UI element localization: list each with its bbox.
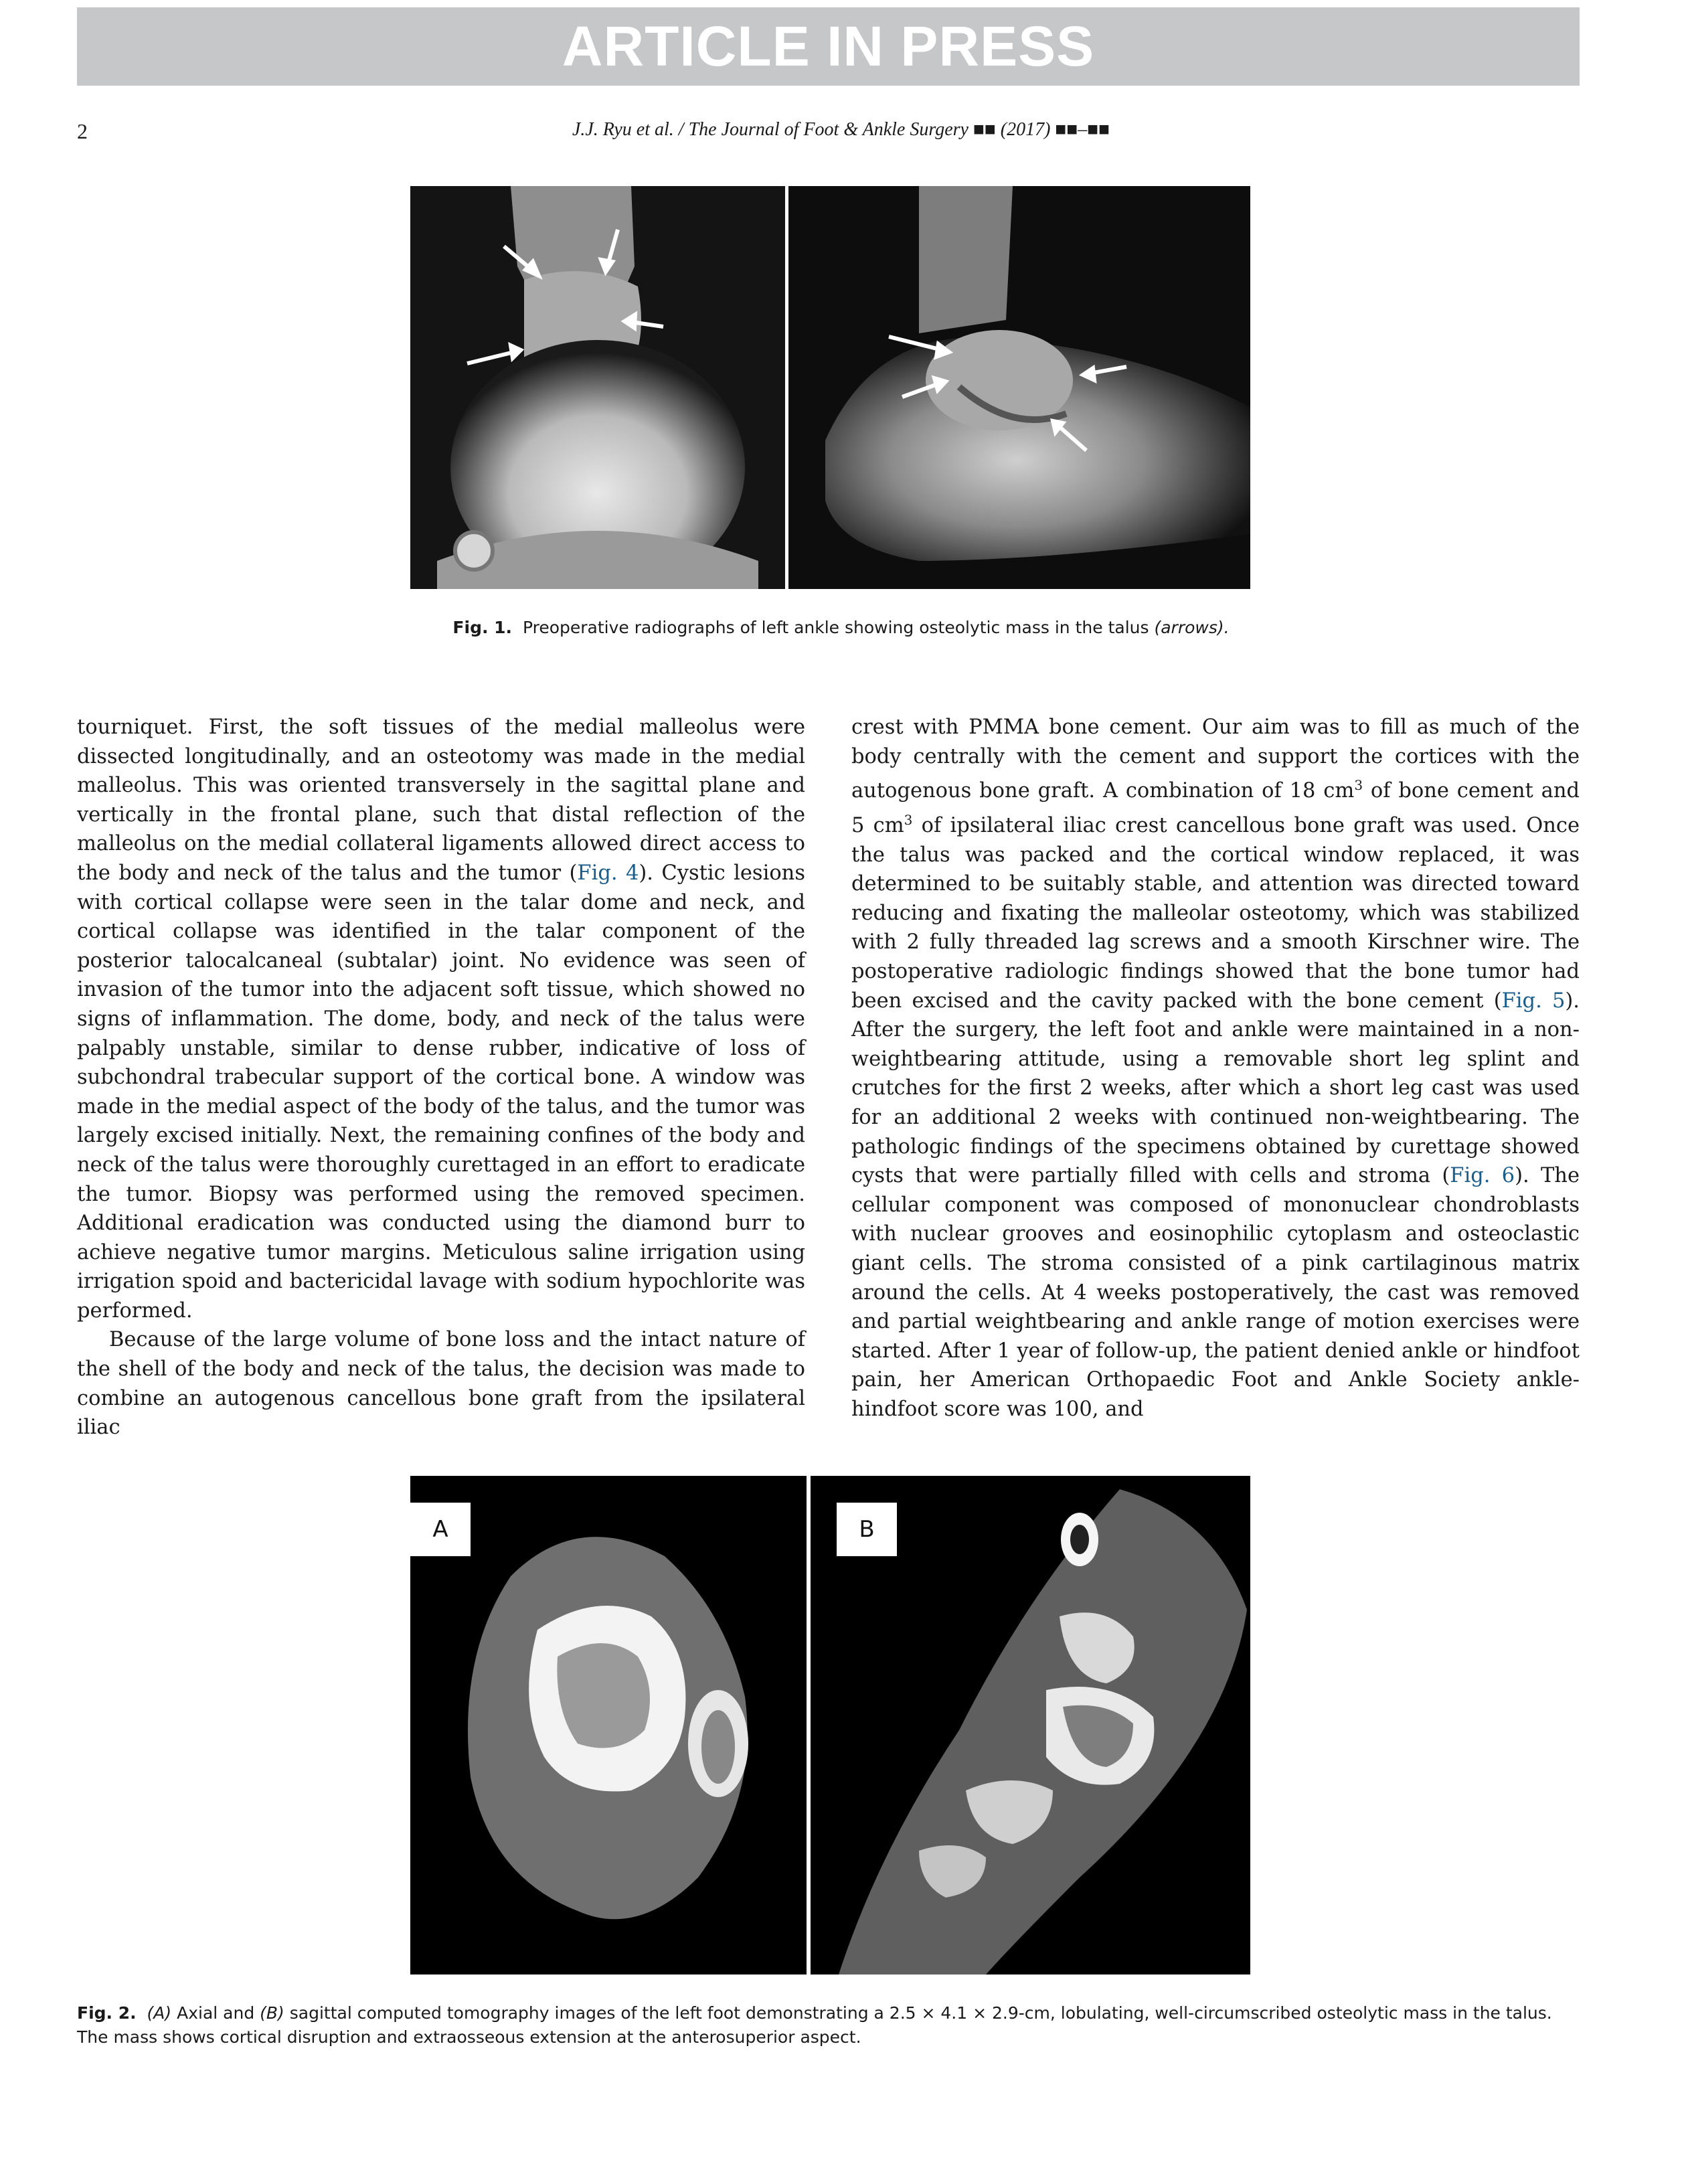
ct-panels <box>410 1476 1250 1975</box>
panel-a-label: A <box>410 1503 471 1556</box>
figure-1-caption-italic: (arrows). <box>1154 618 1230 637</box>
caption-italic: (A) <box>147 2003 172 2023</box>
caption-text: Axial and <box>171 2003 260 2023</box>
text-segment: of bone cement and 5 cm <box>851 779 1580 838</box>
text-segment: ). After the surgery, the left foot and ankle were maintained in a non-weightbearing attitude, using a removable short leg splint and crutches for the first 2 weeks, after which a short leg cast was used for an additional 2 weeks with continued non-weightbearing. The pathologic findings of the specimens obtained by curettage showed cysts that were partially filled with cells and stroma ( <box>851 989 1580 1188</box>
fig-5-link[interactable]: Fig. 5 <box>1501 989 1566 1013</box>
text-segment: ). Cystic lesions with cortical collapse were seen in the talar dome and neck, and cortical collapse was identified in the talar component of the posterior talocalcaneal (subtalar) joint. No evidence was seen of invasion of the tumor into the adjacent soft tissue, which showed no signs of inflammation. The dome, body, and neck of the talus were palpably unstable, similar to dense rubber, indicative of loss of subchondral trabecular support of the cortical bone. A window was made in the medial aspect of the body of the talus, and the tumor was largely excised initially. Next, the remaining confines of the body and neck of the talus were thoroughly curettaged in an effort to eradicate the tumor. Biopsy was performed using the removed specimen. Additional eradication was conducted using the diamond burr to achieve negative tumor margins. Meticulous saline irrigation using irrigation spoid and bactericidal lavage with sodium hypochlorite was performed. <box>77 861 805 1323</box>
right-paragraph-1 <box>851 713 1580 1424</box>
running-head: J.J. Ryu et al. / The Journal of Foot & Ankle Surgery ■■ (2017) ■■–■■ <box>572 119 1110 140</box>
left-paragraph-1 <box>77 713 805 1325</box>
figure-1-image <box>410 186 1250 589</box>
caption-text: sagittal computed tomography images of the left foot demonstrating a 2.5 × 4.1 × 2.9-cm, lobulating, well-circumscribed osteolytic mass in the talus. The mass shows cortical disruption and extraosseous extension at the anterosuperior aspect. <box>77 2003 1552 2047</box>
banner-text: ARTICLE IN PRESS <box>562 15 1095 78</box>
figure-2-image <box>410 1476 1250 1975</box>
figure-2-label: Fig. 2. <box>77 2003 137 2023</box>
caption-italic: (B) <box>260 2003 284 2023</box>
superscript: 3 <box>904 811 913 828</box>
figure-1-caption <box>0 616 1682 640</box>
left-column <box>77 713 805 1442</box>
figure-1-caption-text: Preoperative radiographs of left ankle showing osteolytic mass in the talus <box>522 618 1149 637</box>
fig-4-link[interactable]: Fig. 4 <box>577 861 639 885</box>
panel-b-label: B <box>837 1503 897 1556</box>
figure-2-caption <box>77 2001 1580 2049</box>
radiograph-panels <box>410 186 1250 589</box>
superscript: 3 <box>1354 777 1363 794</box>
right-column <box>851 713 1580 1424</box>
text-segment: crest with PMMA bone cement. Our aim was to fill as much of the body centrally with the cement and support the cortices with the autogenous bone graft. A combination of 18 cm <box>851 716 1580 803</box>
text-segment: of ipsilateral iliac crest cancellous bone graft was used. Once the talus was packed and the cortical window replaced, it was determined to be suitably stable, and attention was directed toward reducing and fixating the malleolar osteotomy, which was stabilized with 2 fully threaded lag screws and a smooth Kirschner wire. The postoperative radiologic findings showed that the bone tumor had been excised and the cavity packed with the bone cement ( <box>851 814 1580 1013</box>
text-segment: tourniquet. First, the soft tissues of the medial malleolus were dissected longitudinally, and an osteotomy was made in the medial malleolus. This was oriented transversely in the sagittal plane and vertically in the frontal plane, such that distal reflection of the malleolus on the medial collateral ligaments allowed direct access to the body and neck of the talus and the tumor ( <box>77 716 805 885</box>
left-paragraph-2: Because of the large volume of bone loss and the intact nature of the shell of the body and neck of the talus, the decision was made to combine an autogenous cancellous bone graft from the ipsilateral iliac <box>77 1328 805 1440</box>
text-segment: ). The cellular component was composed of mononuclear chondroblasts with nuclear grooves and eosinophilic cytoplasm and osteoclastic giant cells. The stroma consisted of a pink cartilaginous matrix around the cells. At 4 weeks postoperatively, the cast was removed and partial weightbearing and ankle range of motion exercises were started. After 1 year of follow-up, the patient denied ankle or hindfoot pain, her American Orthopaedic Foot and Ankle Society ankle-hindfoot score was 100, and <box>851 1164 1580 1421</box>
figure-1-label: Fig. 1. <box>452 618 513 637</box>
fig-6-link[interactable]: Fig. 6 <box>1450 1164 1515 1188</box>
page-number: 2 <box>77 119 88 143</box>
article-in-press-banner <box>77 7 1580 86</box>
